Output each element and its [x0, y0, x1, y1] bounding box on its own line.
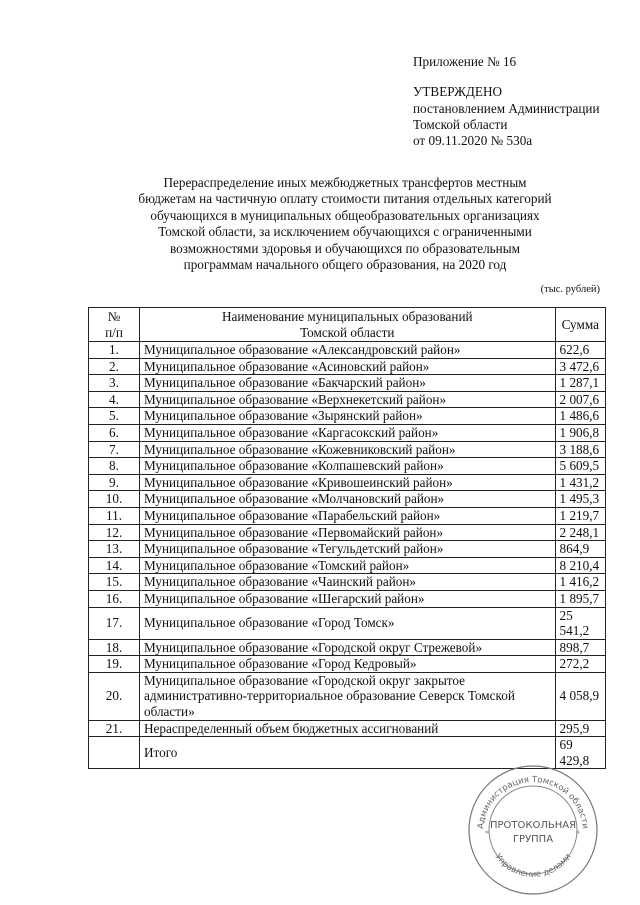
row-name: Муниципальное образование «Парабельский район»: [140, 507, 556, 524]
table-row: [89, 408, 606, 425]
row-sum: 1 486,6: [555, 408, 605, 425]
row-number: 7.: [89, 441, 140, 458]
row-name: Муниципальное образование «Чаинский район»: [140, 574, 556, 591]
row-number: 19.: [89, 656, 140, 673]
row-number: 6.: [89, 424, 140, 441]
table-row: [89, 574, 606, 591]
table-row: [89, 590, 606, 607]
title-line: программам начального общего образования, на 2020 год: [183, 257, 507, 273]
row-number: 21.: [89, 720, 140, 737]
row-sum: 2 248,1: [555, 524, 605, 541]
row-sum: 1 219,7: [555, 507, 605, 524]
row-sum: 25 541,2: [555, 607, 605, 639]
title-line: обучающихся в муниципальных общеобразовательных организациях: [150, 207, 540, 223]
row-number: 20.: [89, 672, 140, 720]
table-row: [89, 639, 606, 656]
stamp-center-2: ГРУППА: [512, 834, 554, 845]
row-number: 5.: [89, 408, 140, 425]
row-name: Муниципальное образование «Городской округ закрытое административно-территориальное образование Северск Томской области»: [140, 672, 556, 720]
title-line: бюджетам на частичную оплату стоимости питания отдельных категорий: [138, 191, 552, 207]
approval-block: [413, 54, 600, 149]
row-number: 2.: [89, 358, 140, 375]
row-name: Муниципальное образование «Зырянский район»: [140, 408, 556, 425]
row-number: 16.: [89, 590, 140, 607]
row-number: 3.: [89, 375, 140, 392]
row-sum: 2 007,6: [555, 391, 605, 408]
row-number: 9.: [89, 474, 140, 491]
units-label: (тыс. рублей): [540, 284, 600, 295]
title-line: Томской области, за исключением обучающихся с ограниченными: [158, 224, 532, 240]
table-row: [89, 507, 606, 524]
row-name: Муниципальное образование «Город Кедровый»: [140, 656, 556, 673]
row-name: Муниципальное образование «Кривошеинский район»: [140, 474, 556, 491]
row-name: Муниципальное образование «Первомайский район»: [140, 524, 556, 541]
row-name: Муниципальное образование «Бакчарский район»: [140, 375, 556, 392]
approval-line: постановлением Администрации: [413, 100, 600, 116]
appendix-label: Приложение № 16: [413, 54, 517, 69]
svg-text:Управление делами: [493, 852, 574, 880]
stamp-center-1: ПРОТОКОЛЬНАЯ: [489, 820, 577, 831]
row-name: Муниципальное образование «Тегульдетский район»: [140, 541, 556, 558]
table-row: [89, 524, 606, 541]
row-name: Муниципальное образование «Александровский район»: [140, 342, 556, 359]
table-row: [89, 342, 606, 359]
table-row: [89, 358, 606, 375]
star-icon: *: [576, 829, 580, 838]
row-sum: 1 906,8: [555, 424, 605, 441]
row-number: 18.: [89, 639, 140, 656]
row-number: 11.: [89, 507, 140, 524]
row-name: Муниципальное образование «Асиновский район»: [140, 358, 556, 375]
row-number: 12.: [89, 524, 140, 541]
row-sum: 622,6: [555, 342, 605, 359]
row-number: 14.: [89, 557, 140, 574]
row-sum: 295,9: [555, 720, 605, 737]
row-name: Муниципальное образование «Городской округ Стрежевой»: [140, 639, 556, 656]
row-number: 1.: [89, 342, 140, 359]
table-row: [89, 720, 606, 737]
row-name: Муниципальное образование «Каргасокский район»: [140, 424, 556, 441]
row-sum: 4 058,9: [555, 672, 605, 720]
table-row: [89, 672, 606, 720]
row-name: Муниципальное образование «Молчановский район»: [140, 491, 556, 508]
row-number: [89, 737, 140, 769]
star-icon: *: [485, 829, 489, 838]
row-name: Муниципальное образование «Шегарский район»: [140, 590, 556, 607]
row-sum: 272,2: [555, 656, 605, 673]
row-sum: 1 495,3: [555, 491, 605, 508]
row-name: Итого: [140, 737, 556, 769]
table-row: [89, 375, 606, 392]
header-name: Наименование муниципальных образований Томской области: [140, 308, 556, 342]
row-sum: 3 188,6: [555, 441, 605, 458]
row-sum: 1 431,2: [555, 474, 605, 491]
title-line: возможностями здоровья и обучающихся по образовательным: [170, 240, 520, 256]
row-sum: 898,7: [555, 639, 605, 656]
row-number: 15.: [89, 574, 140, 591]
row-number: 13.: [89, 541, 140, 558]
table-row: [89, 607, 606, 639]
header-sum: Сумма: [555, 308, 605, 342]
title-line: Перераспределение иных межбюджетных трансфертов местным: [163, 175, 527, 190]
row-name: Муниципальное образование «Кожевниковский район»: [140, 441, 556, 458]
table-row: [89, 424, 606, 441]
row-sum: 864,9: [555, 541, 605, 558]
table-row: [89, 541, 606, 558]
table-row: [89, 557, 606, 574]
document-title: [100, 175, 590, 273]
header-num: № п/п: [89, 308, 140, 342]
stamp-seal: [463, 760, 603, 900]
table-row: [89, 656, 606, 673]
table-row: [89, 441, 606, 458]
row-number: 4.: [89, 391, 140, 408]
approval-date: от 09.11.2020 № 530а: [413, 133, 533, 149]
row-name: Муниципальное образование «Колпашевский район»: [140, 458, 556, 475]
row-name: Муниципальное образование «Верхнекетский район»: [140, 391, 556, 408]
row-number: 8.: [89, 458, 140, 475]
row-name: Нераспределенный объем бюджетных ассигнований: [140, 720, 556, 737]
table-row: [89, 391, 606, 408]
row-sum: 1 416,2: [555, 574, 605, 591]
table-row: [89, 474, 606, 491]
row-sum: 1 895,7: [555, 590, 605, 607]
row-sum: 3 472,6: [555, 358, 605, 375]
row-number: 10.: [89, 491, 140, 508]
row-sum: 69 429,8: [555, 737, 605, 769]
approval-line: Томской области: [413, 116, 508, 132]
table-row: [89, 491, 606, 508]
row-name: Муниципальное образование «Город Томск»: [140, 607, 556, 639]
row-number: 17.: [89, 607, 140, 639]
row-sum: 5 609,5: [555, 458, 605, 475]
row-name: Муниципальное образование «Томский район»: [140, 557, 556, 574]
row-sum: 8 210,4: [555, 557, 605, 574]
stamp-bottom-text: Управление делами: [492, 851, 574, 880]
stamp-top-text: Администрация Томской области: [476, 774, 590, 830]
table-row: [89, 458, 606, 475]
row-sum: 1 287,1: [555, 375, 605, 392]
allocation-table: [88, 307, 606, 769]
table-header-row: [89, 308, 606, 342]
approved-label: УТВЕРЖДЕНО: [413, 84, 503, 100]
